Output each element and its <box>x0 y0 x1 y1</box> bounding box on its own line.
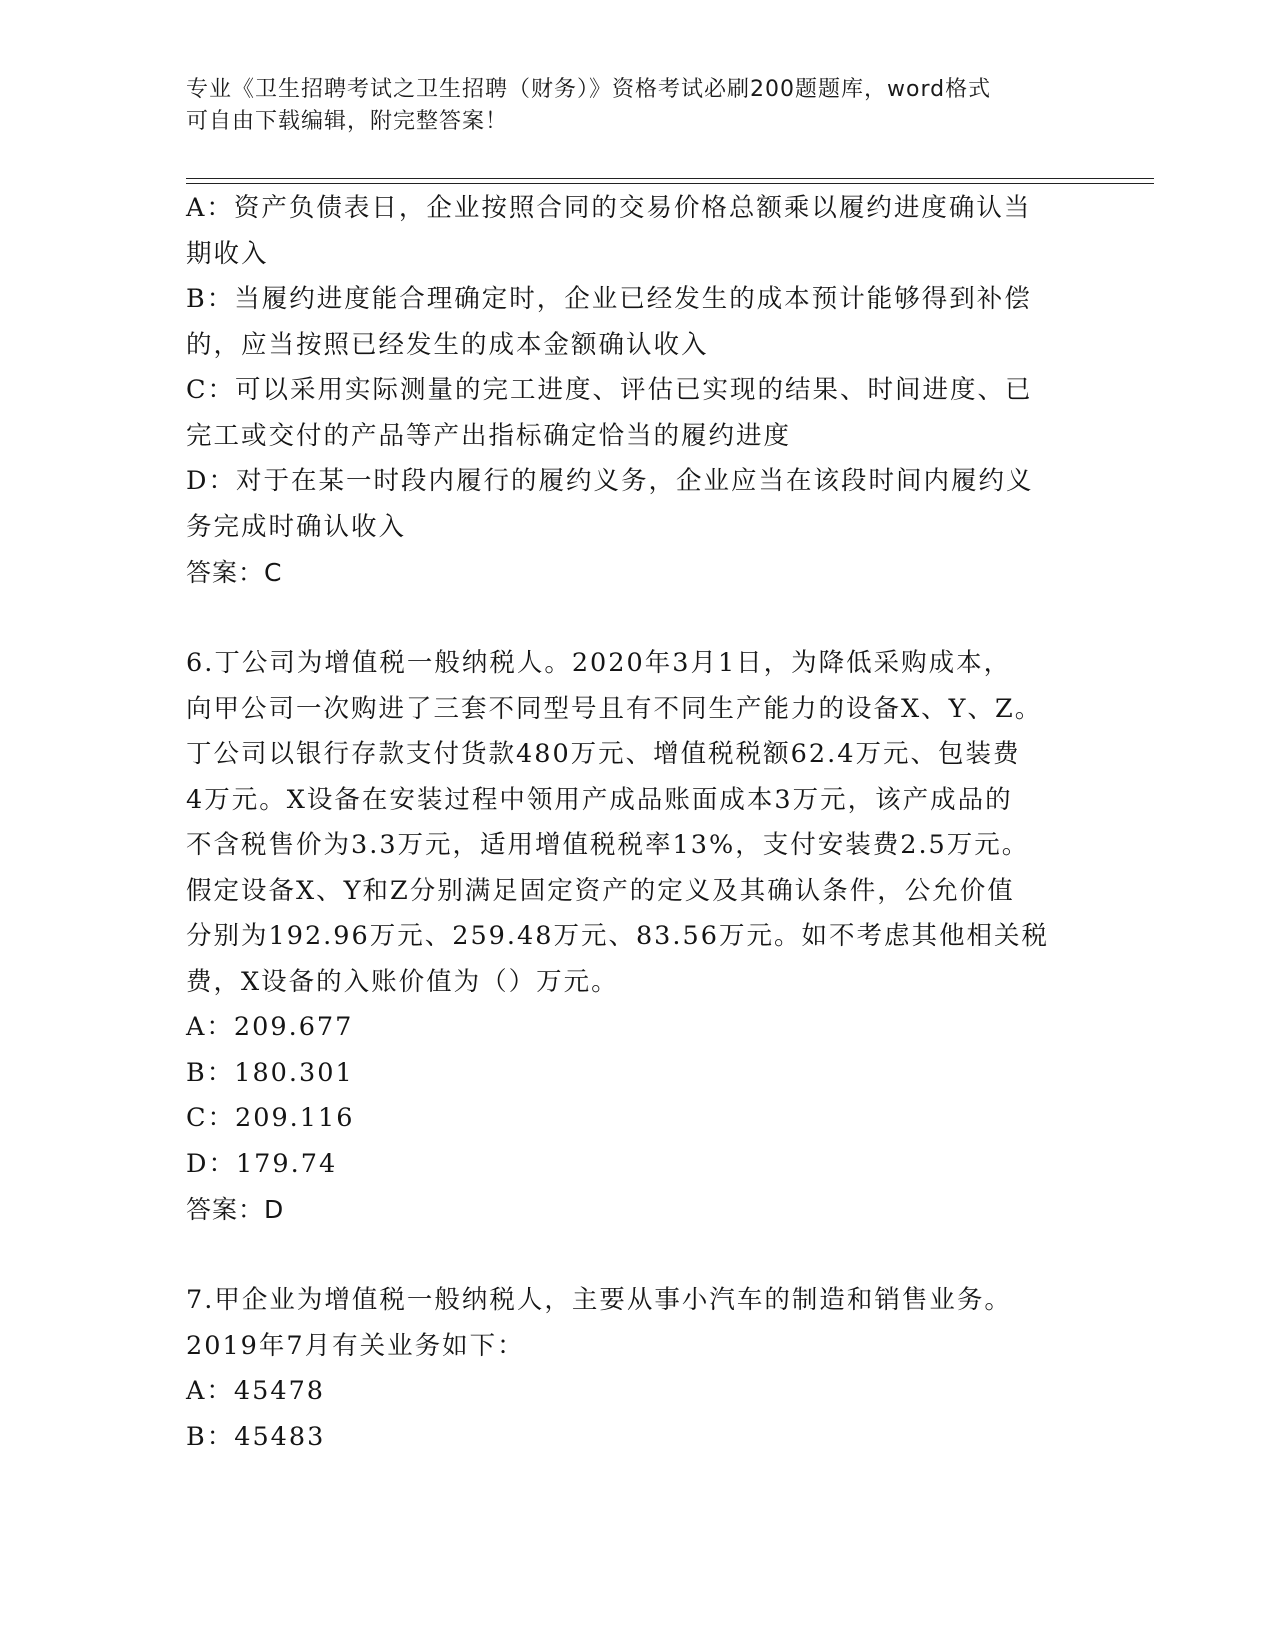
q7-stem-line-1: 7.甲企业为增值税一般纳税人，主要从事小汽车的制造和销售业务。 <box>186 1285 1012 1315</box>
q6-stem-line-6: 假定设备X、Y和Z分别满足固定资产的定义及其确认条件，公允价值 <box>186 875 1015 906</box>
question-5 <box>186 186 1086 596</box>
q7-stem-line-2: 2019年7月有关业务如下： <box>186 1330 525 1361</box>
question-7 <box>186 1278 1086 1460</box>
q7-option-a: A：45478 <box>186 1376 326 1406</box>
header-line-2: 可自由下载编辑，附完整答案！ <box>186 109 509 134</box>
q6-stem-line-5: 不含税售价为3.3万元，适用增值税税率13%，支付安装费2.5万元。 <box>186 830 1030 860</box>
q6-stem-line-3: 丁公司以银行存款支付货款480万元、增值税税额62.4万元、包装费 <box>186 739 1021 769</box>
q6-stem-line-8: 费，X设备的入账价值为（）万元。 <box>186 966 619 997</box>
question-6 <box>186 641 1086 1233</box>
q6-stem-line-7: 分别为192.96万元、259.48万元、83.56万元。如不考虑其他相关税 <box>186 921 1049 951</box>
q6-option-a: A：209.677 <box>186 1012 354 1042</box>
q5-option-d-line-2: 务完成时确认收入 <box>186 511 407 542</box>
q5-answer: 答案：C <box>186 558 283 587</box>
q6-stem-line-1: 6.丁公司为增值税一般纳税人。2020年3月1日，为降低采购成本， <box>186 648 1012 678</box>
q6-answer: 答案：D <box>186 1195 285 1224</box>
q5-option-c-line-1: C：可以采用实际测量的完工进度、评估已实现的结果、时间进度、已 <box>186 375 1033 405</box>
spacer <box>186 596 1086 642</box>
q6-option-c: C：209.116 <box>186 1103 355 1133</box>
header-rule-top <box>186 178 1154 179</box>
q5-option-a-line-2: 期收入 <box>186 238 269 269</box>
header-rule-bottom <box>186 183 1154 184</box>
q5-option-d-line-1: D：对于在某一时段内履行的履约义务，企业应当在该段时间内履约义 <box>186 466 1034 496</box>
spacer <box>186 1233 1086 1279</box>
q6-option-b: B：180.301 <box>186 1057 354 1088</box>
q7-option-b: B：45483 <box>186 1421 326 1452</box>
q5-option-b-line-1: B：当履约进度能合理确定时，企业已经发生的成本预计能够得到补偿 <box>186 284 1032 314</box>
q6-option-d: D：179.74 <box>186 1148 338 1179</box>
document-body <box>186 186 1086 1460</box>
q5-option-b-line-2: 的，应当按照已经发生的成本金额确认收入 <box>186 329 709 360</box>
document-header <box>186 74 1066 138</box>
q5-option-c-line-2: 完工或交付的产品等产出指标确定恰当的履约进度 <box>186 420 792 451</box>
q6-stem-line-4: 4万元。X设备在安装过程中领用产成品账面成本3万元，该产成品的 <box>186 784 1013 815</box>
q5-option-a-line-1: A：资产负债表日，企业按照合同的交易价格总额乘以履约进度确认当 <box>186 193 1032 223</box>
header-line-1: 专业《卫生招聘考试之卫生招聘（财务）》资格考试必刷200题题库，word格式 <box>186 77 992 102</box>
q6-stem-line-2: 向甲公司一次购进了三套不同型号且有不同生产能力的设备X、Y、Z。 <box>186 693 1043 724</box>
